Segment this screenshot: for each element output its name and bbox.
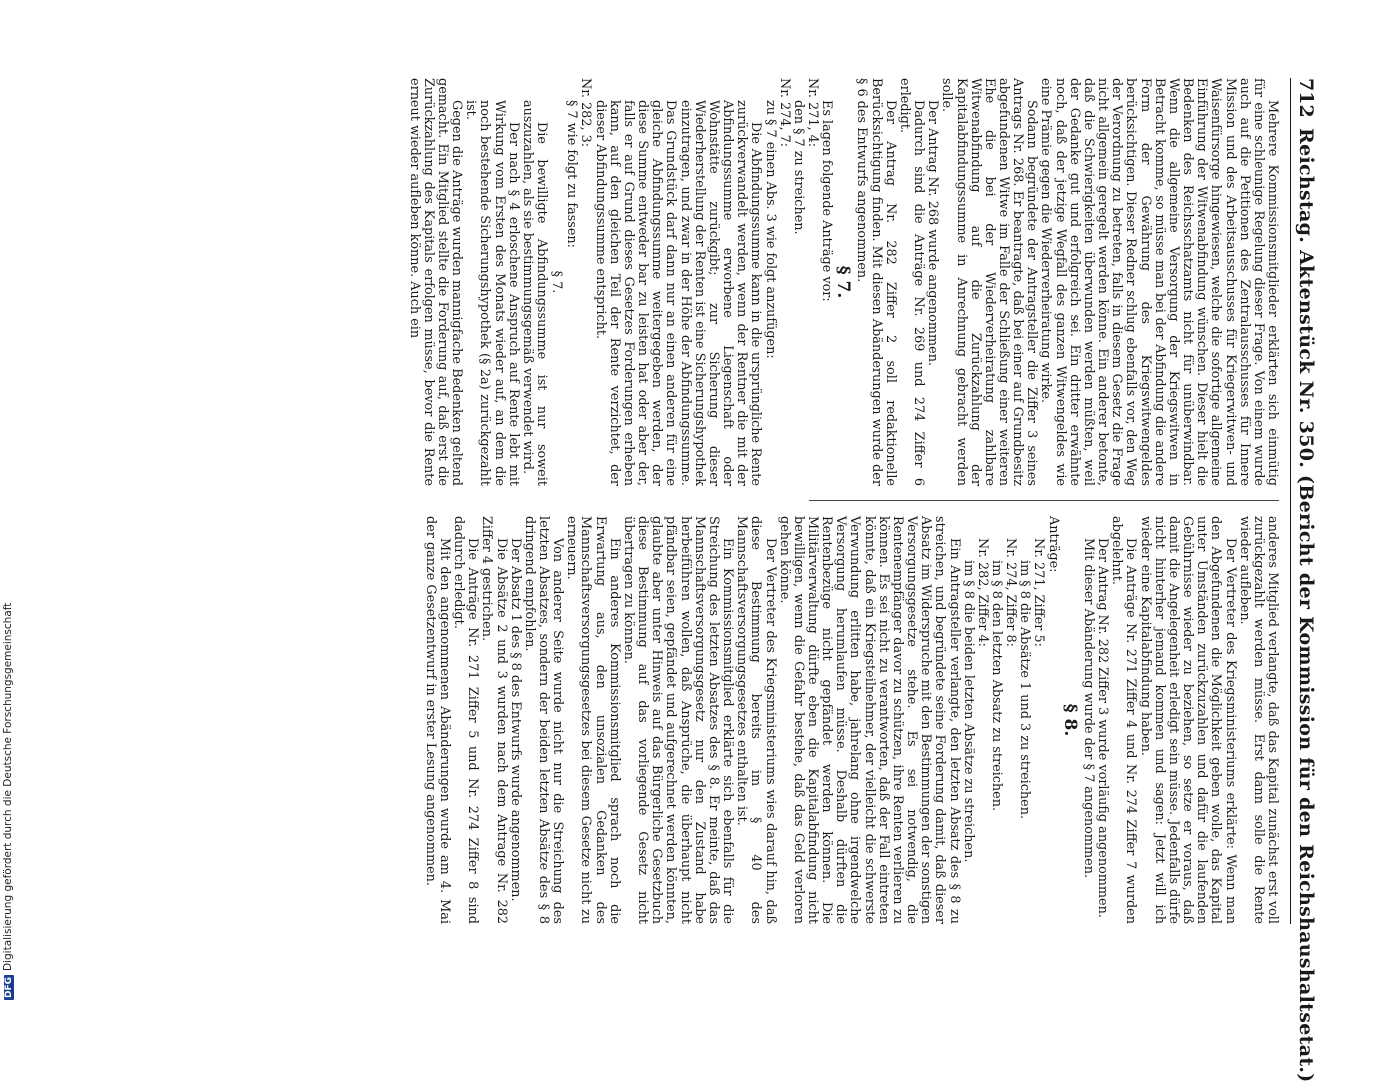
paragraph: Gegen die Anträge wurden mannigfache Bedenken geltend gemacht. Ein Mitglied stellte die Forderung auf, daß erst die Zurückzahlung des Kapitals erfolgen müsse, bevor die Rente erneut wieder aufleben könne. Auch ein: [406, 78, 465, 486]
paragraph: Mehrere Kommissionsmitglieder erklärten sich einmütig für eine schleunige Regelung dieser Frage. Von einem wurde auch auf die Petitionen des Zentralausschusses für Innere Mission und des Arbeitsausschusses für Kriegerwitwen- und Waisenfürsorge hingewiesen, welche die sofortige allgemeine Einführung der Witwenabfindung wünschen. Dieser hielt die Bedenken des Reichsschatzamts nicht für unüberwindbar. Wenn die allgemeine Versorgung der Kriegswitwen in Betracht komme, so müsse man bei der Abfindung die andere Form der Gewährung des Kriegswitwengeldes berücksichtigen. Dieser Redner schlug ebenfalls vor, den Weg der Verordnung zu betreten, falls in diesem Gesetz die Frage nicht allgemein geregelt werden könne. Ein anderer betonte, daß die Schwierigkeiten überwunden werden müßten, weil der Gedanke gut und erfolgreich sei. Ein dritter erwähnte noch, daß der jetzige Wegfall des ganzen Witwengeldes wie eine Prämie gegen die Wiederverheiratung wirke.: [1038, 78, 1280, 486]
paragraph: Ein anderes Kommissionsmitglied sprach noch die Erwartung aus, den unsozialen Gedanken des Mannschaftsversorgungsgesetzes bei diesem Gesetze nicht zu erneuern.: [564, 516, 622, 924]
paragraph: Der Antrag Nr. 268 wurde angenommen.: [925, 100, 941, 367]
column-divider: [809, 500, 1279, 501]
page-title: Reichstag. Aktenstück Nr. 350. (Bericht der Kommission für den Reichshaushaltsetat.): [1295, 128, 1317, 1083]
motion-ref: Nr. 282, 3:: [578, 78, 594, 148]
paragraph: anderes Mitglied verlangte, daß das Kapital zunächst erst voll zurückgezahlt werden müsse. Erst dann solle die Rente wieder aufleben.: [1236, 516, 1280, 924]
motion-ref: Nr. 274, 7:: [776, 78, 792, 148]
motion-text: im § 8 die Absätze 1 und 3 zu streichen.: [1017, 560, 1033, 820]
motion-text: im § 8 den letzten Absatz zu streichen.: [989, 560, 1005, 812]
left-column: [406, 78, 1279, 486]
paragraph: Sodann begründete der Antragsteller die Ziffer 3 seines Antrags Nr. 268. Er beantragte, daß bei einer auf Grundbesitz abgefundenen Witwe im Falle der Schließung einer weiteren Ehe die bei der Wiederverheiratung zahlbare Witwenabfindung auf die Zurückzahlung der Kapitalabfindungssumme in Anrechnung gebracht werden solle.: [939, 78, 1040, 486]
paragraph: Der Absatz 1 des § 8 des Entwurfs wurde angenommen.: [507, 538, 523, 902]
dfg-logo: DFG: [4, 976, 14, 998]
page-header: [1290, 78, 1319, 1083]
paragraph: Der Vertreter des Kriegsministeriums erklärte: Wenn man den Abgefundenen die Möglichkeit geben wolle, das Kapital unter Umständen zurückzuzahlen und dafür die laufenden Gebührnisse wieder zu beziehen, so setze er voraus, daß damit die Angelegenheit erledigt sein müsse. Jedenfalls dürfe nicht hinterher jemand kommen und sagen: Jetzt will ich wieder eine Kapitalabfindung haben.: [1137, 516, 1238, 924]
paragraph: Der Antrag Nr. 282 Ziffer 3 wurde vorläufig angenommen.: [1095, 538, 1111, 918]
digitization-credit: [2, 0, 16, 1000]
paragraph: Mit den angenommenen Abänderungen wurde am 4. Mai der ganze Gesetzentwurf in erster Lesung angenommen.: [422, 516, 452, 924]
motion-ref: Nr. 271, Ziffer 5:: [1031, 538, 1047, 647]
right-column: [423, 516, 1279, 924]
motion-quote: Der nach § 4 erloschene Anspruch auf Rente lebt mit Wirkung vom Ersten des Monats wieder auf, an dem die noch bestehende Sicherungshypothek (§ 2a) zurückgezahlt ist.: [463, 100, 521, 486]
motion-quote: Die Abfindungssumme kann in die ursprüngliche Rente zurückverwandelt werden, wenn der Rentner die mit der Abfindungssumme erworbene Liegenschaft oder Wohnstätte zurückgibt; zur Sicherung dieser Wiederherstellung der Renten ist eine Sicherungshypothek einzutragen, und zwar in der Höhe der Abfindungssumme. Das Grundstück darf dann nur an einen anderen für eine gleiche Abfindungssumme weitergegeben werden, der diese Summe entweder bar zu leisten hat oder aber der, falls er auf Grund dieses Gesetzes Forderungen erheben kann, auf den gleichen Teil der Rente verzichtet, der dieser Abfindungssumme entspricht.: [592, 100, 764, 486]
motion-text: § 7 wie folgt zu fassen:: [564, 100, 580, 248]
paragraph: Die Absätze 2 und 3 wurden nach dem Antrage Nr. 282 Ziffer 4 gestrichen.: [479, 516, 509, 924]
paragraph: Ein Antragsteller verlangte, den letzten Absatz des § 8 zu streichen, und begründete seine Forderung damit, daß dieser Absatz im Widerspruche mit den Bestimmungen der sonstigen Versorgungsgesetze stehe. Es sei notwendig, die Rentenempfänger davor zu schützen, ihre Renten verlieren zu können. Es sei nicht zu verantworten, daß der Fall eintreten könnte, daß ein Kriegsteilnehmer, der vielleicht die schwerste Verwundung erlitten habe, jahrelang ohne irgendwelche Versorgung herumlaufen müsse. Deshalb dürften die Rentenbezüge nicht gepfändet werden können. Die Militärverwaltung dürfte eben die Kapitalabfindung nicht bewilligen, wenn die Gefahr bestehe, daß das Geld verloren gehen könne.: [776, 516, 962, 924]
paragraph: Die Anträge Nr. 271 Ziffer 4 und Nr. 274 Ziffer 7 wurden abgelehnt.: [1109, 516, 1139, 924]
paragraph: Ein Kommissionsmitglied erklärte sich ebenfalls für die Streichung des letzten Absatzes des § 8. Er meinte, daß das Mannschaftsversorgungsgesetz nur den Zustand habe herbeiführen wollen, daß Ansprüche, die überhaupt nicht pfändbar seien, gepfändet und aufgerechnet werden könnten, glaubte aber unter Hinweis auf das Bürgerliche Gesetzbuch diese Bestimmung auf das vorliegende Gesetz nicht übertragen zu können.: [620, 516, 736, 924]
paragraph: Die Anträge Nr. 271 Ziffer 5 und Nr. 274 Ziffer 8 sind dadurch erledigt.: [451, 516, 481, 924]
section-heading-8: § 8.: [1059, 703, 1080, 737]
paragraph: Es lagen folgende Anträge vor:: [819, 100, 835, 302]
motion-ref: Nr. 274, Ziffer 8:: [1003, 538, 1019, 647]
motion-text: im § 8 die beiden letzten Absätze zu streichen.: [960, 560, 976, 863]
paragraph: Der Antrag Nr. 282 Ziffer 2 soll redaktionelle Berücksichtigung finden. Mit diesen Abänderungen wurde der § 6 des Entwurfs angenommen.: [854, 78, 898, 486]
paragraph: Dadurch sind die Anträge Nr. 269 und 274 Ziffer 6 erledigt.: [896, 78, 927, 486]
paragraph: Anträge:: [1045, 516, 1061, 573]
paragraph: Der Vertreter des Kriegsministeriums wies darauf hin, daß diese Bestimmung bereits im § 40 des Mannschaftsversorgungsgesetzes enthalten ist.: [734, 516, 778, 924]
paragraph: Mit dieser Abänderung wurde der § 7 angenommen.: [1080, 538, 1096, 879]
page-number: 712: [1295, 78, 1317, 118]
quoted-section-heading: § 7.: [549, 270, 565, 294]
motion-quote: Die bewilligte Abfindungssumme ist nur soweit auszuzahlen, als sie bestimmungsgemäß verwendet wird.: [519, 100, 550, 486]
motion-text: den § 7 zu streichen.: [790, 100, 806, 235]
credit-text: Digitalisierung gefördert durch die Deutsche Forschungsgemeinschaft: [2, 602, 14, 971]
motion-text: zu § 7 einen Abs. 3 wie folgt anzufügen:: [762, 100, 778, 359]
motion-ref: Nr. 282, Ziffer 4:: [974, 538, 990, 647]
section-heading-7: § 7.: [833, 265, 854, 299]
motion-ref: Nr. 271, 4:: [805, 78, 820, 148]
paragraph: Von anderer Seite wurde nicht nur die Streichung des letzten Absatzes, sondern der beiden letzten Absätze des § 8 dringend empfohlen.: [521, 516, 566, 924]
